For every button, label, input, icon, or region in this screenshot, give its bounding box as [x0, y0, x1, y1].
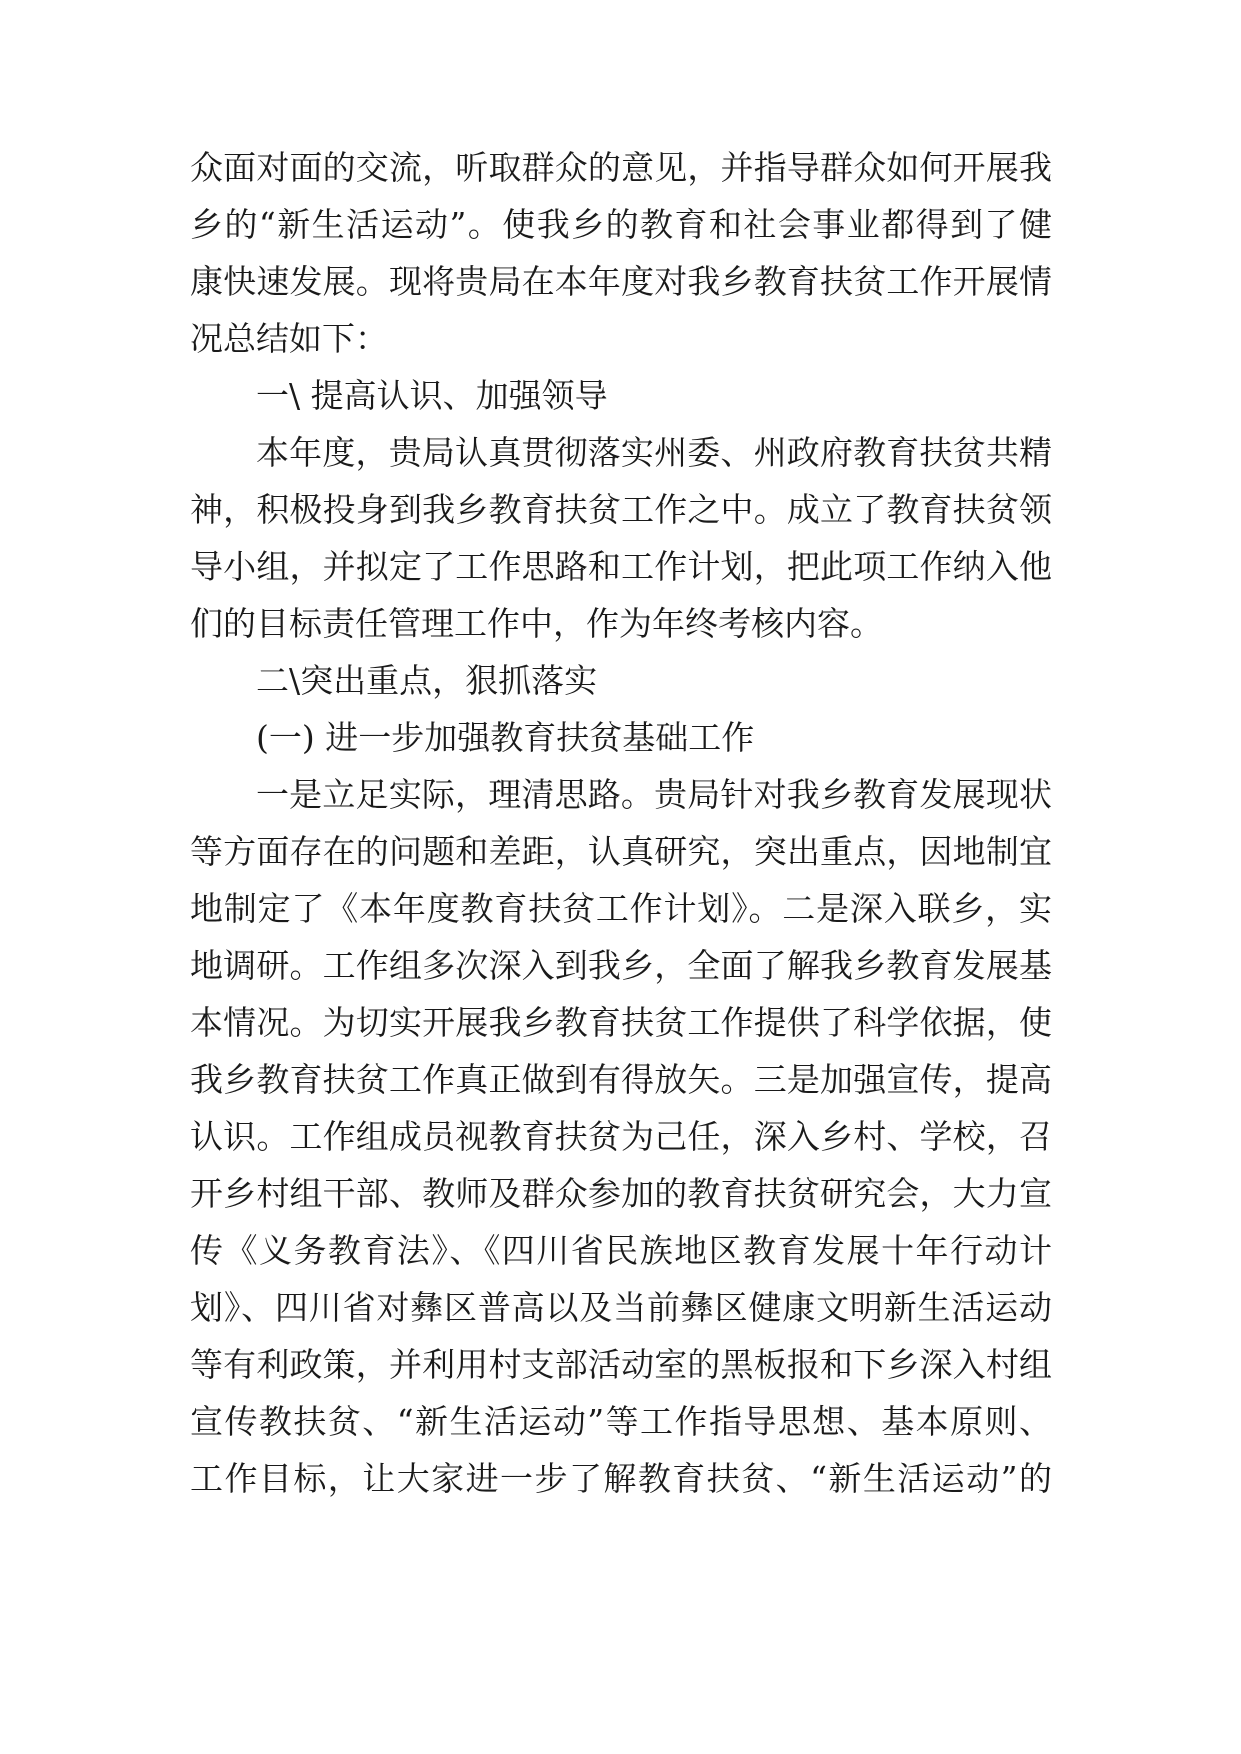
text-line: 神，积极投身到我乡教育扶贫工作之中。成立了教育扶贫领 — [190, 490, 1052, 529]
text-line: 我乡教育扶贫工作真正做到有得放矢。三是加强宣传，提高 — [190, 1060, 1052, 1099]
text-line: 导小组，并拟定了工作思路和工作计划，把此项工作纳入他 — [190, 547, 1052, 586]
text-line: 等有利政策，并利用村支部活动室的黑板报和下乡深入村组 — [190, 1345, 1052, 1384]
text-line: 乡的“新生活运动”。使我乡的教育和社会事业都得到了健 — [190, 205, 1052, 244]
text-line: 地调研。工作组多次深入到我乡，全面了解我乡教育发展基 — [190, 946, 1052, 985]
text-line: 康快速发展。现将贵局在本年度对我乡教育扶贫工作开展情 — [190, 262, 1052, 301]
text-line: 开乡村组干部、教师及群众参加的教育扶贫研究会，大力宣 — [190, 1174, 1052, 1213]
text-line: 划》、四川省对彝区普高以及当前彝区健康文明新生活运动 — [190, 1288, 1052, 1327]
text-line: 工作目标，让大家进一步了解教育扶贫、“新生活运动”的 — [190, 1459, 1052, 1498]
text-line: 地制定了《本年度教育扶贫工作计划》。二是深入联乡，实 — [190, 889, 1052, 928]
subsection-heading-1: (一) 进一步加强教育扶贫基础工作 — [256, 718, 755, 757]
section-heading-2: 二\突出重点，狠抓落实 — [256, 661, 598, 700]
text-line: 传《义务教育法》、《四川省民族地区教育发展十年行动计 — [190, 1231, 1052, 1270]
text-line: 宣传教扶贫、“新生活运动”等工作指导思想、基本原则、 — [190, 1402, 1052, 1441]
text-line: 一是立足实际，理清思路。贵局针对我乡教育发展现状 — [256, 775, 1052, 814]
text-line: 认识。工作组成员视教育扶贫为己任，深入乡村、学校，召 — [190, 1117, 1052, 1156]
text-line: 况总结如下： — [190, 319, 388, 358]
text-line: 本年度，贵局认真贯彻落实州委、州政府教育扶贫共精 — [256, 433, 1052, 472]
section-heading-1: 一\ 提高认识、加强领导 — [256, 376, 608, 415]
text-line: 本情况。为切实开展我乡教育扶贫工作提供了科学依据，使 — [190, 1003, 1052, 1042]
text-line: 们的目标责任管理工作中，作为年终考核内容。 — [190, 604, 883, 643]
text-line: 等方面存在的问题和差距，认真研究，突出重点，因地制宜 — [190, 832, 1052, 871]
text-line: 众面对面的交流，听取群众的意见，并指导群众如何开展我 — [190, 148, 1052, 187]
